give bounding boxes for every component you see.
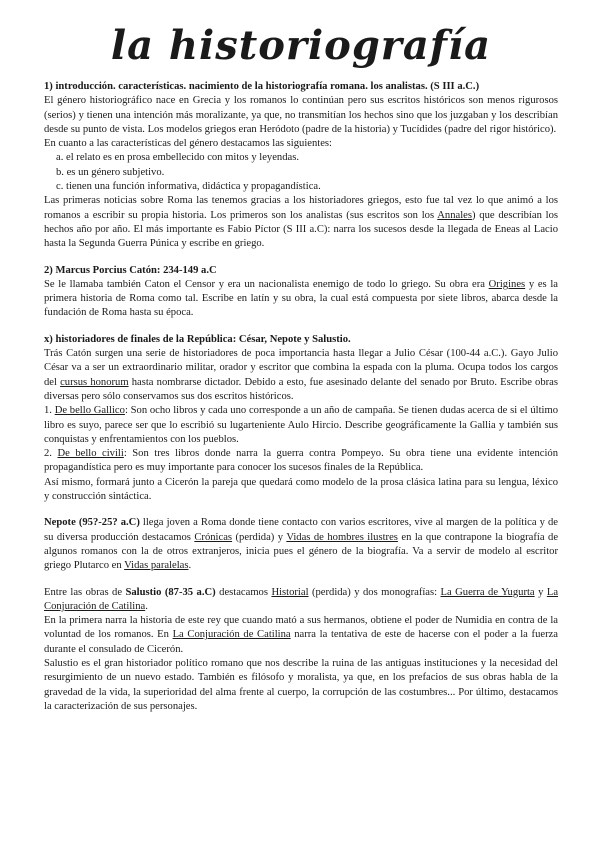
text-run: Trás Catón surgen una serie de historiadores de poca importancia hasta llegar a Julio César (100-44 a.C.). Gayo Julio César va a ser un extraordinario militar, orador y escritor que combina la espada con la pluma. Ocupa todos los cargos del — [44, 348, 558, 388]
work-title: De bello civili — [57, 448, 124, 460]
list-item — [44, 404, 558, 447]
section-nepote — [44, 516, 558, 573]
list-item: a. el relato es en prosa embellecido con mitos y leyendas. — [56, 152, 299, 164]
paragraph: El género historiográfico nace en Grecia y los romanos lo continúan pero sus escritos históricos son menos rigurosos (serios) y tienen una intención más moralizante, ya que, no transmitían los hechos sino que los juzgaban y los describían desde su punto de vista. Los modelos griegos eran Heródoto (padre de la historia) y Tucídides (padre del rigor histórico). — [44, 95, 558, 135]
section-heading: 1) introducción. características. nacimiento de la historiografía romana. los analistas. (S III a.C.) — [44, 81, 480, 92]
text-run: 1. — [44, 405, 55, 417]
section-heading: x) historiadores de finales de la República: César, Nepote y Salustio. — [44, 333, 351, 345]
text-run: destacamos — [215, 586, 272, 598]
work-title: Vidas paralelas — [124, 560, 189, 572]
paragraph: Así mismo, formará junto a Cicerón la pareja que quedará como modelo de la prosa clásica latina para su lengua, léxico y construcción sintáctica. — [44, 476, 558, 503]
text-run: en la que contrapone la biografía de algunos romanos con la de otros extranjeros, inicia pues el género de la biografía. Va a servir de modelo al escritor griego Plutarco en — [44, 531, 559, 572]
section-caton — [44, 264, 558, 321]
section-introduction — [44, 80, 558, 252]
section-heading: 2) Marcus Porcius Catón: 234-149 a.C — [44, 264, 217, 276]
section-late-republic — [44, 333, 558, 505]
term: cursus honorum — [60, 376, 129, 388]
text-run: En la primera narra la historia de este rey que cuando mató a sus hermanos, obtiene el poder de Numidia en contra de la voluntad de los romanos. En — [44, 615, 558, 641]
work-title: Vidas de hombres ilustres — [286, 531, 398, 543]
text-run: y — [534, 586, 547, 598]
text-run: Entre las obras de — [44, 586, 126, 598]
text-run: narra la tentativa de este de hacerse con el poder a la fuerza durante el consulado de Cicerón. — [44, 629, 558, 655]
text-run: . — [145, 600, 148, 612]
characteristics-list — [44, 151, 558, 194]
work-title: Historial — [271, 586, 309, 598]
paragraph: Salustio es el gran historiador político romano que nos describe la ruina de las antiguas instituciones y la necesidad del resurgimiento de un nuevo estado. También es filósofo y moralista, ya que, en los prefacios de sus obras habla de la gravedad de la vida, la superioridad del alma frente al cuerpo, la corrupción de las costumbres... Por último, destacamos la caracterización de sus personajes. — [44, 657, 558, 712]
document-page — [44, 0, 558, 714]
work-title: Annales — [437, 209, 472, 221]
paragraph — [44, 194, 558, 251]
text-run: Las primeras noticias sobre Roma las tenemos gracias a los historiadores griegos, esto fue tal vez lo que animó a los romanos a escribir su propia historia. Los primeros son los analistas (sus escritos son los — [44, 195, 558, 221]
text-run: : Son tres libros donde narra la guerra contra Pompeyo. Su obra tiene una evidente intención propagandística pero es muy importante para conocer los sucesos finales de la República. — [44, 448, 559, 474]
page-title: la historiografía — [110, 22, 492, 69]
text-run: . — [188, 560, 192, 572]
work-title: Origines — [488, 278, 526, 290]
text-run: hasta nombrarse dictador. Debido a esto, fue asesinado delante del senado por Bruto. Escribe obras diversas pero sólo conservamos sus dos escritos históricos. — [44, 376, 559, 402]
paragraph — [44, 586, 558, 615]
list-item: c. tienen una función informativa, didáctica y propagandística. — [56, 181, 321, 193]
text-run: Se le llamaba también Caton el Censor y era un nacionalista enemigo de todo lo griego. Su obra era — [44, 278, 489, 290]
work-title: La Conjuración de Catilina — [172, 629, 291, 641]
work-title: Crónicas — [194, 531, 233, 543]
section-salustio — [44, 586, 558, 715]
text-run: : Son ocho libros y cada uno corresponde a un año de campaña. Se tienen dudas acerca de si el último libro es suyo, parece ser que lo escribió su lugarteniente Aulo Hircio. Describe geográficamente la Gallia y también sus conquistas y enfrentamientos con los pueblos. — [44, 405, 559, 445]
text-run: ) que describían los hechos año por año. El más importante es Fabio Píctor (S III a.C): narra los sucesos desde la llegada de Eneas al Lacio hasta la Segunda Guerra Púnica y escribe en griego. — [44, 209, 558, 250]
list-item: b. es un género subjetivo. — [56, 166, 165, 178]
author-name: Nepote (95?-25? a.C) — [44, 517, 140, 529]
paragraph: En cuanto a las características del género destacamos las siguientes: — [44, 138, 332, 150]
list-item — [44, 447, 558, 476]
text-run: 2. — [44, 448, 58, 460]
paragraph — [44, 278, 558, 321]
work-title: La Conjuración de Catilina — [44, 586, 559, 612]
paragraph — [44, 614, 558, 657]
text-run: llega joven a Roma donde tiene contacto con varios escritores, vive al margen de la política y de su diversa producción destacamos — [44, 517, 558, 543]
text-run: (perdida) y dos monografías: — [308, 586, 441, 598]
text-run: y es la primera historia de Roma como tal. Escribe en latín y su obra, la cual está compuesta por siete libros, abarca desde la fundación de Roma hasta su época. — [44, 278, 558, 319]
text-run: (perdida) y — [232, 531, 287, 543]
work-title: De bello Gallico — [54, 405, 125, 417]
work-title: La Guerra de Yugurta — [440, 586, 535, 598]
paragraph — [44, 516, 558, 573]
paragraph — [44, 347, 558, 404]
author-name: Salustio (87-35 a.C) — [125, 586, 216, 598]
